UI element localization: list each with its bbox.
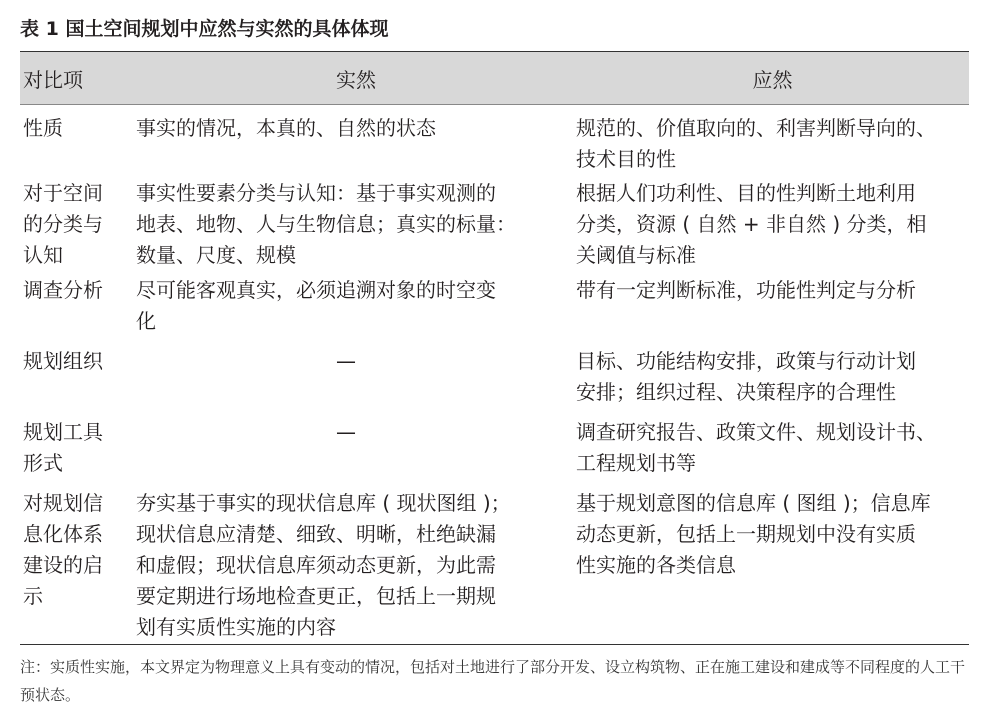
cell-yingran (576, 488, 969, 642)
cell-line: 数量、尺度、规模 (136, 243, 296, 267)
table-row (20, 267, 969, 338)
cell-line: 关阈值与标准 (576, 243, 696, 267)
cell-line: — (336, 349, 356, 373)
cell-line: 基于规划意图的信息库 ( 图组 )；信息库 (576, 491, 931, 515)
cell-yingran (576, 178, 969, 267)
table-note: 注：实质性实施，本文界定为物理意义上具有变动的情况，包括对土地进行了部分开发、设立构筑物、正在施工建设和建成等不同程度的人工干预状态。 (20, 658, 966, 704)
cell-shiran (136, 275, 576, 338)
cell-line: 调查分析 (23, 278, 103, 302)
cell-yingran (576, 417, 969, 480)
cell-line: 对于空间 (23, 181, 103, 205)
cell-item (20, 113, 136, 170)
header-shiran: 实然 (336, 67, 376, 92)
cell-line: — (336, 420, 356, 444)
cell-yingran (576, 113, 969, 170)
cell-item (20, 275, 136, 338)
header-item: 对比项 (23, 67, 83, 92)
table-row (20, 409, 969, 480)
table-row (20, 170, 969, 267)
cell-line: 要定期进行场地检查更正，包括上一期规 (136, 584, 496, 608)
cell-line: 调查研究报告、政策文件、规划设计书、 (576, 420, 936, 444)
cell-line: 划有实质性实施的内容 (136, 615, 336, 639)
cell-line: 性质 (23, 116, 63, 140)
cell-line: 根据人们功利性、目的性判断土地利用 (576, 181, 916, 205)
cell-shiran (136, 417, 576, 480)
cell-line: 工程规划书等 (576, 451, 696, 475)
table-row (20, 338, 969, 409)
cell-item (20, 346, 136, 409)
cell-line: 息化体系 (23, 522, 103, 546)
cell-line: 事实性要素分类与认知：基于事实观测的 (136, 181, 496, 205)
cell-line: 分类，资源 ( 自然 + 非自然 ) 分类，相 (576, 212, 927, 236)
cell-line: 规划工具 (23, 420, 103, 444)
cell-line: 安排；组织过程、决策程序的合理性 (576, 380, 896, 404)
cell-shiran (136, 113, 576, 170)
header-yingran: 应然 (752, 67, 793, 92)
cell-shiran (136, 346, 576, 409)
cell-line: 的分类与 (23, 212, 103, 236)
cell-line: 现状信息应清楚、细致、明晰，杜绝缺漏 (136, 522, 496, 546)
cell-item (20, 178, 136, 267)
bottom-rule (20, 644, 969, 645)
cell-line: 目标、功能结构安排，政策与行动计划 (576, 349, 916, 373)
table-row (20, 480, 969, 642)
cell-line: 形式 (23, 451, 63, 475)
cell-line: 建设的启 (23, 553, 103, 577)
cell-shiran (136, 488, 576, 642)
cell-item (20, 417, 136, 480)
cell-yingran (576, 346, 969, 409)
cell-line: 尽可能客观真实，必须追溯对象的时空变 (136, 278, 496, 302)
table-title: 表 1 国土空间规划中应然与实然的具体体现 (20, 18, 389, 40)
cell-yingran (576, 275, 969, 338)
cell-shiran (136, 178, 576, 267)
cell-line: 技术目的性 (576, 147, 676, 171)
cell-line: 示 (23, 584, 43, 608)
cell-line: 规划组织 (23, 349, 103, 373)
cell-line: 性实施的各类信息 (576, 553, 736, 577)
table-row (20, 105, 969, 170)
cell-line: 事实的情况，本真的、自然的状态 (136, 116, 436, 140)
cell-line: 带有一定判断标准，功能性判定与分析 (576, 278, 916, 302)
cell-line: 化 (136, 309, 156, 333)
table-header (20, 51, 969, 105)
cell-line: 规范的、价值取向的、利害判断导向的、 (576, 116, 936, 140)
cell-line: 和虚假；现状信息库须动态更新，为此需 (136, 553, 496, 577)
cell-line: 夯实基于事实的现状信息库 ( 现状图组 )； (136, 491, 511, 515)
cell-line: 动态更新，包括上一期规划中没有实质 (576, 522, 916, 546)
comparison-table (20, 51, 969, 645)
cell-item (20, 488, 136, 642)
cell-line: 认知 (23, 243, 63, 267)
cell-line: 地表、地物、人与生物信息；真实的标量： (136, 212, 516, 236)
cell-line: 对规划信 (23, 491, 103, 515)
